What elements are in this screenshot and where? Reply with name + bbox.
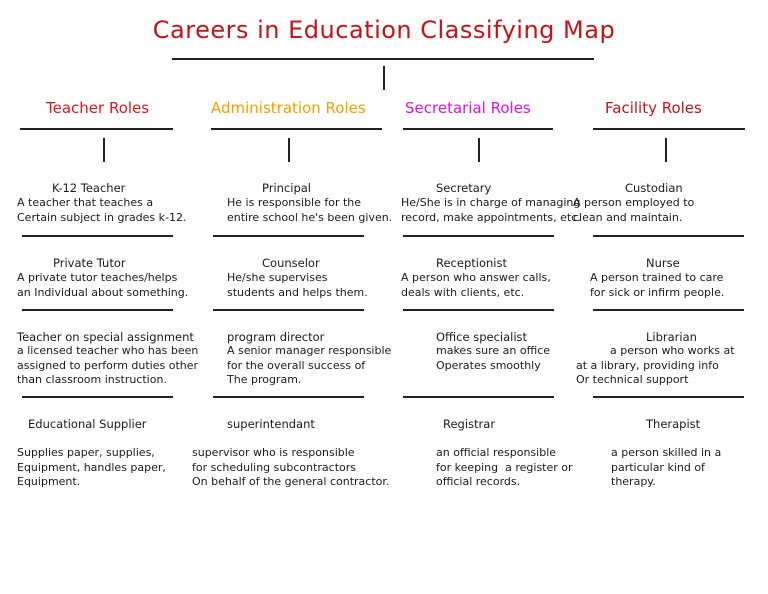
- row-divider: [403, 235, 554, 237]
- column-underline-teacher: [20, 128, 173, 130]
- role-description: Supplies paper, supplies, Equipment, handles paper, Equipment.: [17, 446, 166, 488]
- role-name: Office specialist: [436, 330, 528, 344]
- role-name: program director: [227, 330, 325, 344]
- role-name: Educational Supplier: [28, 417, 147, 431]
- row-divider: [213, 235, 364, 237]
- role-description: He is responsible for the entire school he's been given.: [227, 196, 393, 224]
- column-title-teacher: Teacher Roles: [46, 99, 150, 117]
- role-description: supervisor who is responsible for scheduling subcontractors On behalf of the general contractor.: [192, 446, 390, 488]
- role-name: K-12 Teacher: [52, 181, 126, 195]
- role-description: makes sure an office Operates smoothly: [436, 344, 551, 372]
- role-name: Principal: [262, 181, 312, 195]
- column-underline-facility: [593, 128, 745, 130]
- row-divider: [22, 235, 173, 237]
- row-divider: [403, 309, 554, 311]
- title-connector: [383, 66, 385, 90]
- row-divider: [403, 396, 554, 398]
- column-title-administration: Administration Roles: [211, 99, 366, 117]
- column-connector-facility: [665, 138, 667, 162]
- role-name: Nurse: [646, 256, 680, 270]
- role-name: Counselor: [262, 256, 320, 270]
- column-title-facility: Facility Roles: [605, 99, 702, 117]
- role-name: Teacher on special assignment: [17, 330, 194, 344]
- column-connector-secretarial: [478, 138, 480, 162]
- row-divider: [593, 309, 744, 311]
- row-divider: [22, 309, 173, 311]
- column-connector-teacher: [103, 138, 105, 162]
- row-divider: [593, 235, 744, 237]
- role-name: Private Tutor: [53, 256, 126, 270]
- role-description: A person employed to clean and maintain.: [573, 196, 695, 224]
- role-name: Therapist: [646, 417, 701, 431]
- role-description: A teacher that teaches a Certain subject in grades k-12.: [17, 196, 187, 224]
- column-underline-administration: [211, 128, 382, 130]
- role-description: A senior manager responsible for the overall success of The program.: [227, 344, 392, 386]
- row-divider: [213, 396, 364, 398]
- page-title: Careers in Education Classifying Map: [152, 16, 616, 44]
- column-connector-administration: [288, 138, 290, 162]
- role-description: a person who works at at a library, providing info Or technical support: [576, 344, 735, 386]
- role-description: He/She is in charge of managing record, make appointments, etc.: [401, 196, 581, 224]
- role-description: A person who answer calls, deals with clients, etc.: [401, 271, 551, 299]
- role-name: Secretary: [436, 181, 492, 195]
- role-name: superintendant: [227, 417, 315, 431]
- row-divider: [593, 396, 744, 398]
- role-description: a person skilled in a particular kind of therapy.: [611, 446, 722, 488]
- row-divider: [22, 396, 173, 398]
- role-name: Registrar: [443, 417, 496, 431]
- role-name: Receptionist: [436, 256, 507, 270]
- role-description: He/she supervises students and helps them.: [227, 271, 368, 299]
- role-description: a licensed teacher who has been assigned to perform duties other than classroom instruction.: [17, 344, 199, 386]
- role-description: A person trained to care for sick or infirm people.: [590, 271, 725, 299]
- role-name: Librarian: [646, 330, 697, 344]
- role-name: Custodian: [625, 181, 683, 195]
- column-underline-secretarial: [403, 128, 553, 130]
- column-title-secretarial: Secretarial Roles: [405, 99, 531, 117]
- row-divider: [213, 309, 364, 311]
- title-underline: [172, 58, 594, 60]
- role-description: A private tutor teaches/helps an Individual about something.: [17, 271, 189, 299]
- role-description: an official responsible for keeping a register or official records.: [436, 446, 573, 488]
